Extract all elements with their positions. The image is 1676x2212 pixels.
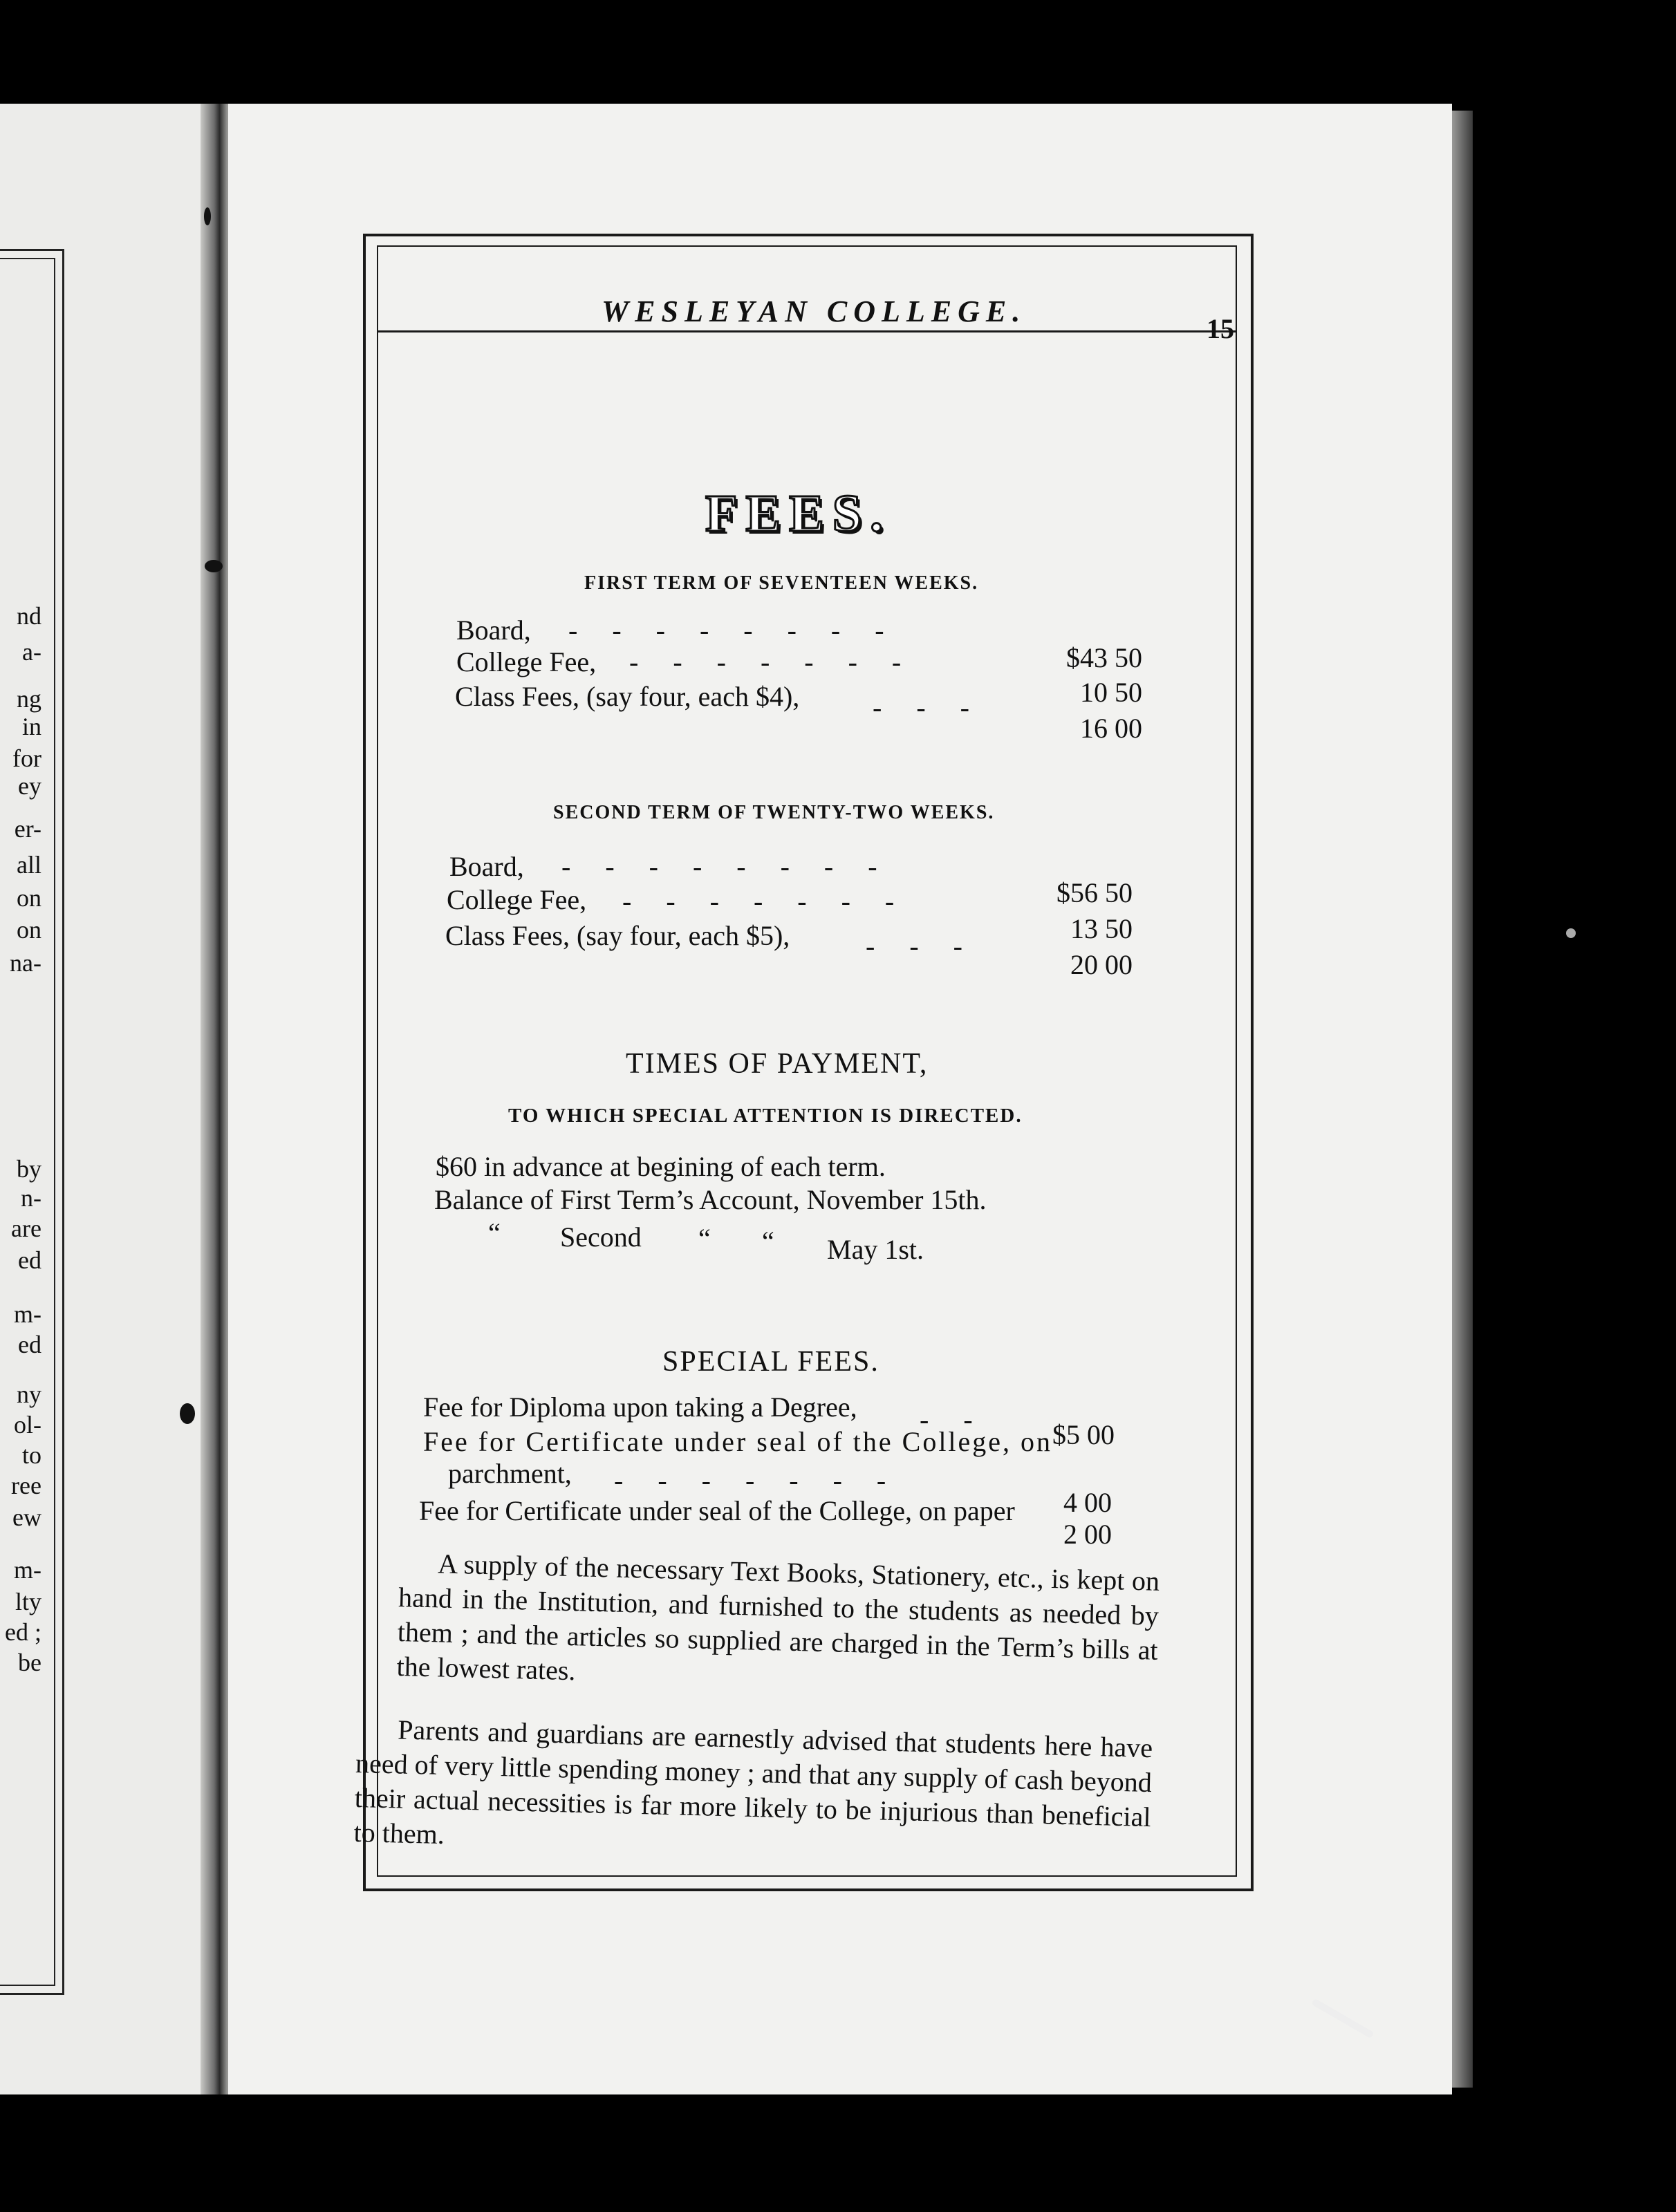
left-page-fragment: n- xyxy=(21,1184,41,1212)
dust-speck xyxy=(1566,928,1576,938)
second-term-row-leader: - - - xyxy=(866,930,962,962)
first-term-heading: FIRST TERM OF SEVENTEEN WEEKS. xyxy=(584,572,979,594)
payment-subtitle: TO WHICH SPECIAL ATTENTION IS DIRECTED. xyxy=(508,1105,1023,1127)
second-term-row-label: Class Fees, (say four, each $5), xyxy=(445,920,790,951)
left-facing-page xyxy=(0,104,221,2094)
left-page-fragment: to xyxy=(21,1441,41,1469)
left-page-fragment: lty xyxy=(15,1588,41,1615)
binding-thread xyxy=(205,560,223,572)
second-term-heading: SECOND TERM OF TWENTY-TWO WEEKS. xyxy=(553,802,995,823)
first-term-row-leader: - - - - - - - - xyxy=(568,615,884,646)
first-term-row-label: College Fee, xyxy=(456,646,597,677)
special-fee-leader: - - xyxy=(920,1404,973,1435)
first-term-row-amount: $43 50 xyxy=(1066,642,1142,673)
fees-title: FEES. xyxy=(705,485,892,543)
payment-line-word: Second xyxy=(560,1221,642,1253)
second-term-row-amount: 13 50 xyxy=(1070,913,1133,944)
first-term-row-amount: 10 50 xyxy=(1080,677,1142,708)
binding-thread xyxy=(204,207,211,225)
first-term-row-label: Class Fees, (say four, each $4), xyxy=(455,681,800,712)
left-page-fragment: for xyxy=(12,744,41,772)
left-page-fragment: ree xyxy=(11,1472,41,1499)
running-head: WESLEYAN COLLEGE. xyxy=(602,294,1027,328)
first-term-row-leader: - - - xyxy=(873,692,969,723)
text-books-paragraph: A supply of the necessary Text Books, Stationery, etc., is kept on hand in the Institution, and furnished to the students as needed by them ; and the articles so supplied are charged in the Term’s bills at the lowest rates. xyxy=(396,1548,1160,1687)
left-page-fragment: are xyxy=(11,1215,41,1242)
special-fee-amount: $5 00 xyxy=(1052,1419,1115,1450)
page-edge-shadow xyxy=(1452,111,1473,2088)
special-fee-label: Fee for Diploma upon taking a Degree, xyxy=(423,1391,857,1423)
header-rule xyxy=(377,330,1237,332)
left-page-fragment: er- xyxy=(14,815,41,843)
second-term-row-leader: - - - - - - - - xyxy=(561,851,877,882)
special-fee-amount: 4 00 xyxy=(1063,1487,1112,1518)
left-page-fragment: ny xyxy=(17,1380,41,1408)
special-fee-leader: - - - - - - - xyxy=(614,1465,886,1496)
left-page-fragment: on xyxy=(17,916,41,944)
special-fee-label: Fee for Certificate under seal of the College, on xyxy=(423,1426,1053,1457)
binding-thread xyxy=(180,1403,195,1424)
left-page-text-fragments xyxy=(0,104,221,2094)
spending-money-paragraph: Parents and guardians are earnestly advised that students here have need of very little spending money ; and that any supply of cash beyond their actual necessities is far more likely to be injurious than beneficial to them. xyxy=(353,1714,1153,1850)
left-page-fragment: by xyxy=(17,1155,41,1183)
left-page-fragment: ol- xyxy=(14,1411,41,1438)
left-page-fragment: nd xyxy=(17,602,41,630)
left-page-fragment: m- xyxy=(14,1556,41,1584)
second-term-row-amount: $56 50 xyxy=(1056,877,1133,908)
ditto-mark: “ xyxy=(488,1217,501,1248)
left-page-fragment: ed xyxy=(18,1331,41,1358)
first-term-row-label: Board, xyxy=(456,615,531,646)
payment-title: TIMES OF PAYMENT, xyxy=(626,1048,929,1080)
second-term-row-leader: - - - - - - - xyxy=(622,885,895,917)
left-page-fragment: ng xyxy=(17,685,41,713)
second-term-row-amount: 20 00 xyxy=(1070,949,1133,980)
payment-line-date: May 1st. xyxy=(827,1234,924,1265)
special-fees-title: SPECIAL FEES. xyxy=(662,1346,879,1378)
left-page-fragment: ed xyxy=(18,1246,41,1274)
payment-line: $60 in advance at begining of each term. xyxy=(436,1151,886,1182)
special-fee-label-cont: parchment, xyxy=(448,1458,572,1489)
left-page-fragment: ed ; xyxy=(5,1618,41,1646)
left-page-fragment: m- xyxy=(14,1300,41,1328)
second-term-row-label: College Fee, xyxy=(447,884,587,915)
left-page-fragment: be xyxy=(18,1649,41,1676)
special-fee-label: Fee for Certificate under seal of the College, on paper xyxy=(419,1495,1015,1526)
left-page-fragment: on xyxy=(17,884,41,912)
first-term-row-amount: 16 00 xyxy=(1080,713,1142,744)
payment-line: Balance of First Term’s Account, November 15th. xyxy=(434,1184,987,1215)
special-fee-amount: 2 00 xyxy=(1063,1519,1112,1550)
left-page-fragment: in xyxy=(21,713,41,740)
second-term-row-label: Board, xyxy=(449,851,524,882)
page-number: 15 xyxy=(1207,313,1234,344)
left-page-fragment: a- xyxy=(22,638,41,666)
left-page-fragment: ew xyxy=(12,1503,41,1531)
first-term-row-leader: - - - - - - - xyxy=(629,646,902,677)
left-page-fragment: ey xyxy=(18,772,41,800)
left-page-fragment: na- xyxy=(10,949,41,977)
ditto-mark: “ xyxy=(762,1226,774,1257)
ditto-mark: “ xyxy=(698,1223,711,1254)
left-page-fragment: all xyxy=(17,851,41,879)
